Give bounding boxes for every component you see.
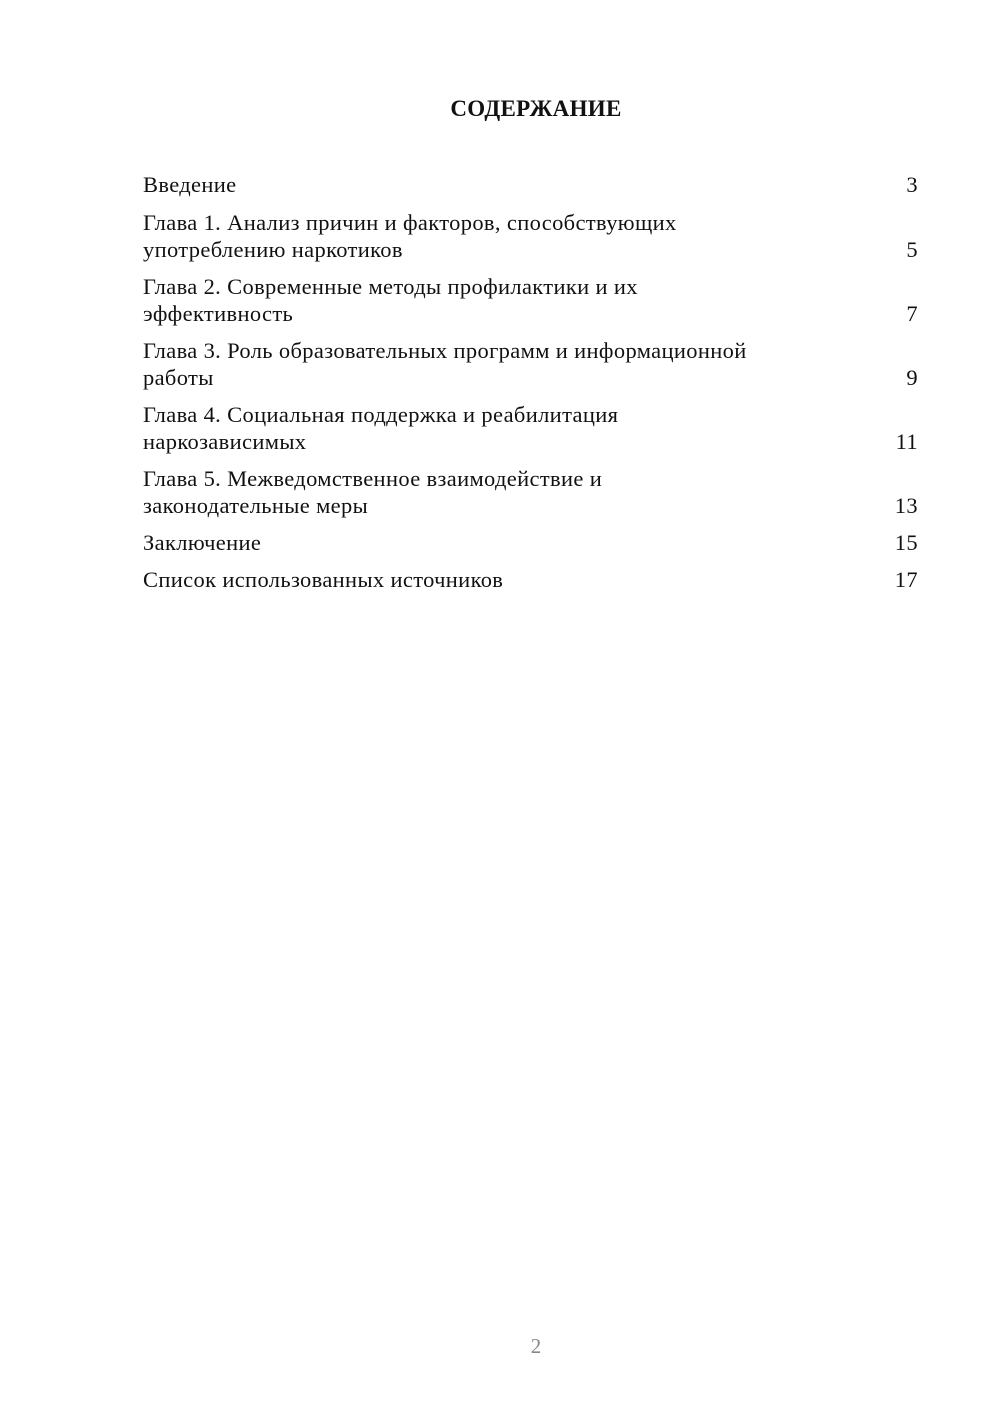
- toc-entry-chapter-5[interactable]: [143, 466, 918, 519]
- toc-entry-line: законодательные меры: [143, 492, 369, 518]
- toc-entry-chapter-1[interactable]: [143, 210, 918, 263]
- toc-page-number: 15: [894, 530, 918, 555]
- toc-entry-line: эффективность: [143, 300, 294, 326]
- toc-entry-introduction[interactable]: [143, 172, 918, 199]
- toc-entry-line: Глава 1. Анализ причин и факторов, способствующих: [143, 210, 677, 235]
- toc-page-number: 13: [894, 492, 918, 518]
- toc-entry-line: Введение: [143, 172, 237, 197]
- toc-entry-line: работы: [143, 364, 214, 390]
- toc-entry-conclusion[interactable]: [143, 530, 918, 557]
- toc-entry-line: Глава 5. Межведомственное взаимодействие и: [143, 466, 603, 491]
- toc-entry-chapter-3[interactable]: [143, 338, 918, 391]
- toc-entry-line: Глава 4. Социальная поддержка и реабилитация: [143, 402, 619, 427]
- toc-entry-line: Глава 2. Современные методы профилактики и их: [143, 274, 638, 299]
- toc-entry-line: наркозависимых: [143, 428, 307, 454]
- page-title: СОДЕРЖАНИЕ: [450, 96, 622, 121]
- toc-entry-line: Список использованных источников: [143, 567, 504, 592]
- toc-entry-chapter-2[interactable]: [143, 274, 918, 327]
- toc-entry-line: Глава 3. Роль образовательных программ и информационной: [143, 338, 747, 363]
- toc-entry-references[interactable]: [143, 567, 918, 594]
- toc-page-number: 7: [906, 300, 918, 326]
- toc-page-number: 5: [906, 236, 918, 262]
- toc-entry-line: употреблению наркотиков: [143, 236, 403, 262]
- toc-page-number: 3: [906, 172, 918, 197]
- toc-page-number: 9: [906, 364, 918, 390]
- toc-page-number: 11: [895, 428, 918, 454]
- toc-page-number: 17: [894, 567, 918, 592]
- toc-entry-chapter-4[interactable]: [143, 402, 918, 455]
- toc-entry-line: Заключение: [143, 530, 262, 555]
- page-number: 2: [530, 1334, 542, 1358]
